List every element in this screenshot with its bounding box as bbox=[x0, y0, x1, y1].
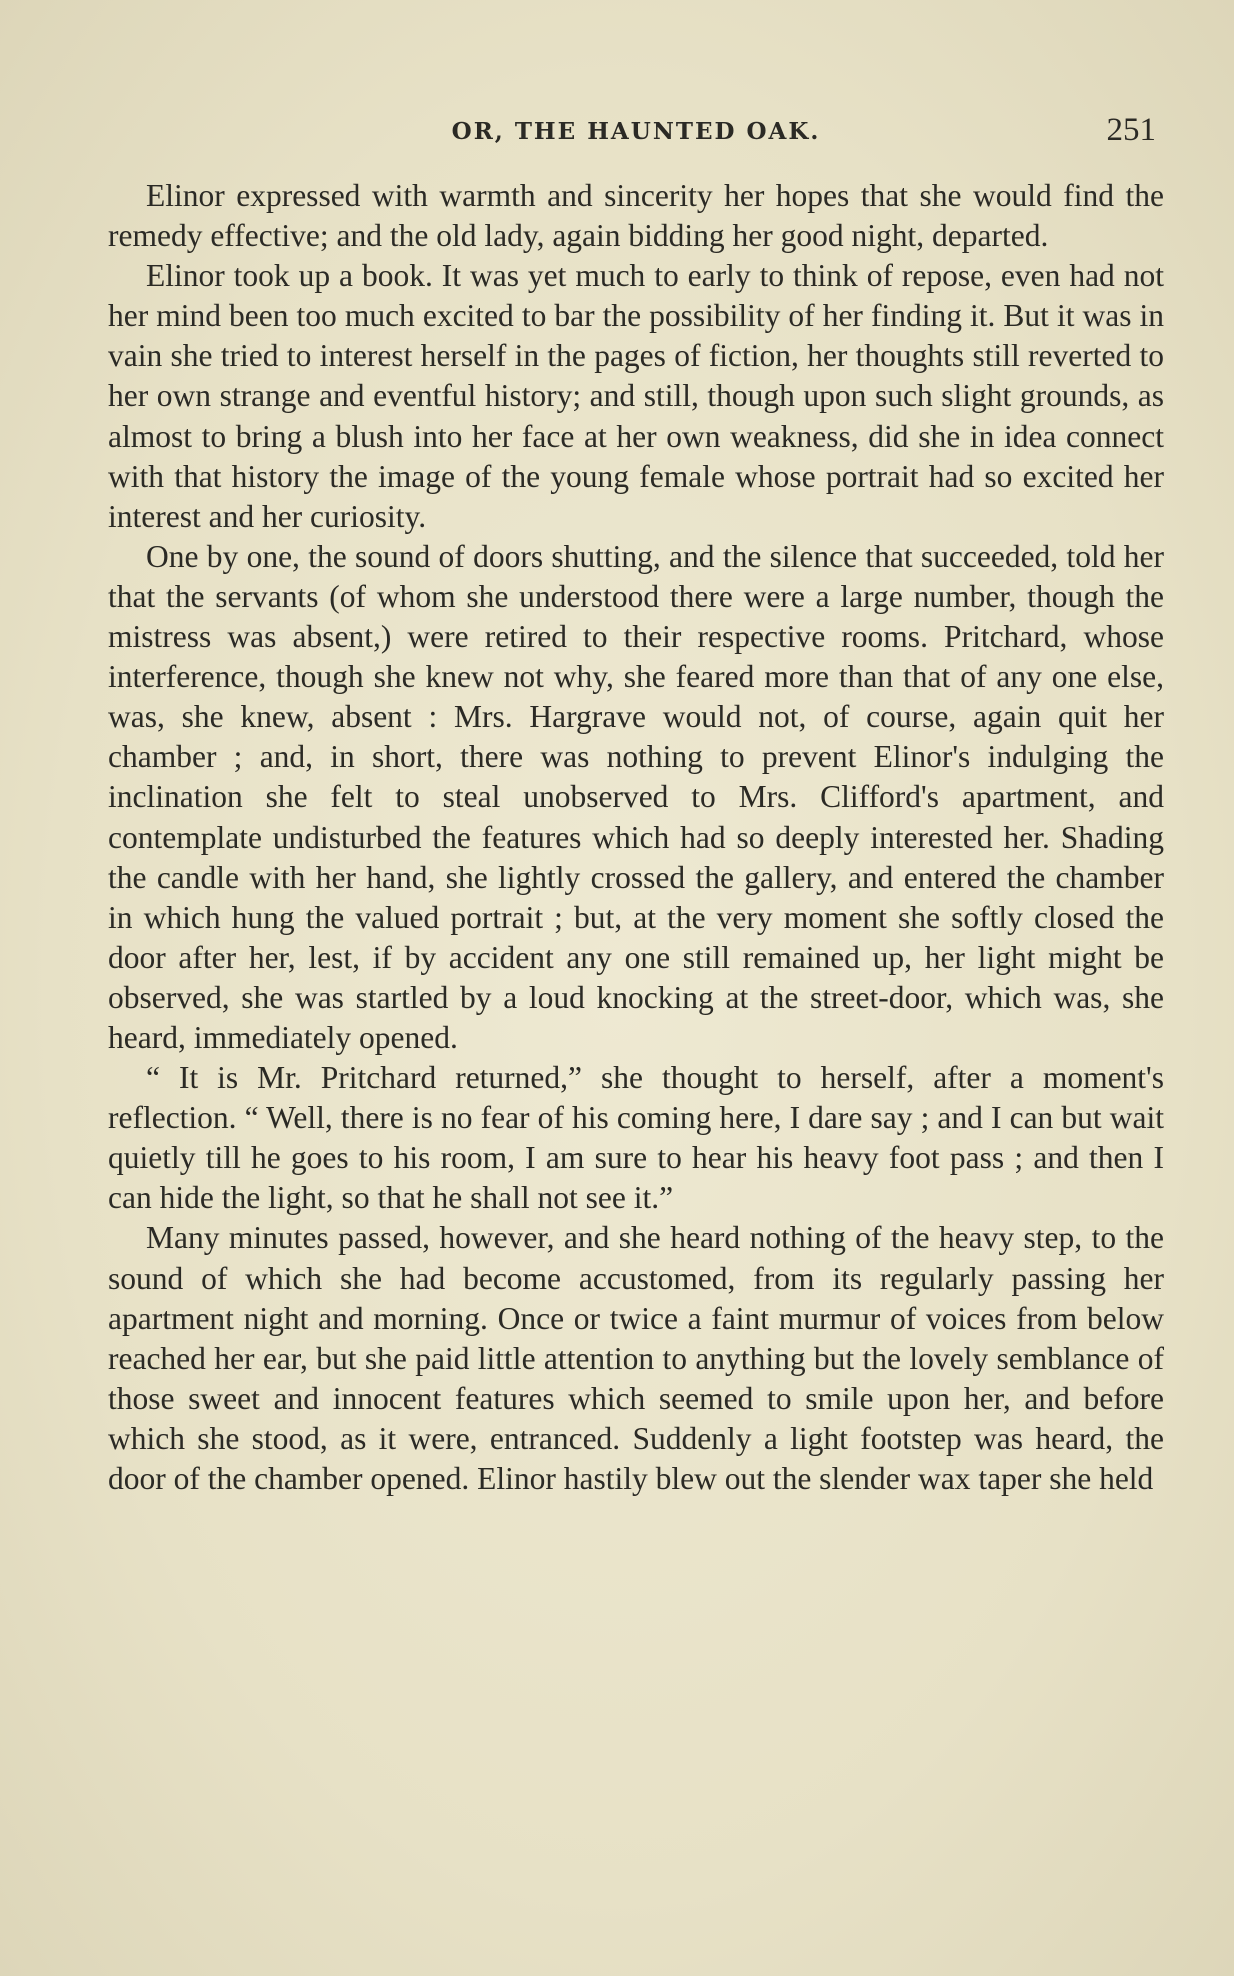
paragraph: Elinor took up a book. It was yet much to early to think of repose, even had not her mind been too much excited to bar the possibility of her finding it. But it was in vain she tried to interest herself in the pages of fiction, her thoughts still reverted to her own strange and eventful history; and still, though upon such slight grounds, as almost to bring a blush into her face at her own weakness, did she in idea connect with that history the image of the young female whose portrait had so excited her interest and her curiosity. bbox=[108, 258, 1164, 534]
page-number: 251 bbox=[1106, 112, 1156, 148]
paragraph: “ It is Mr. Pritchard returned,” she thought to herself, after a moment's reflection. “ Well, there is no fear of his coming here, I dare say ; and I can but wait quietly till he goes to his room, I am sure to hear his heavy foot pass ; and then I can hide the light, so that he shall not see it.” bbox=[108, 1060, 1164, 1216]
paragraph: One by one, the sound of doors shutting, and the silence that succeeded, told her that the servants (of whom she understood there were a large number, though the mistress was absent,) were retired to their respective rooms. Pritchard, whose interference, though she knew not why, she feared more than that of any one else, was, she knew, absent : Mrs. Hargrave would not, of course, again quit her chamber ; and, in short, there was nothing to prevent Elinor's indulging the inclination she felt to steal unobserved to Mrs. Clifford's apartment, and contemplate undisturbed the features which had so deeply interested her. Shading the candle with her hand, she lightly crossed the gallery, and entered the chamber in which hung the valued portrait ; but, at the very moment she softly closed the door after her, lest, if by accident any one still remained up, her light might be observed, she was startled by a loud knocking at the street-door, which was, she heard, immediately opened. bbox=[108, 538, 1164, 1055]
body-text bbox=[108, 176, 1164, 1499]
paragraph: Elinor expressed with warmth and sincerity her hopes that she would find the remedy effective; and the old lady, again bidding her good night, departed. bbox=[108, 178, 1164, 254]
running-title: OR, THE HAUNTED OAK. bbox=[451, 118, 821, 145]
paragraph: Many minutes passed, however, and she heard nothing of the heavy step, to the sound of which she had become accustomed, from its regularly passing her apartment night and morning. Once or twice a faint murmur of voices from below reached her ear, but she paid little attention to anything but the lovely semblance of those sweet and innocent features which seemed to smile upon her, and before which she stood, as it were, entranced. Suddenly a light footstep was heard, the door of the chamber opened. Elinor hastily blew out the slender wax taper she held bbox=[108, 1220, 1164, 1496]
running-head bbox=[108, 112, 1164, 152]
